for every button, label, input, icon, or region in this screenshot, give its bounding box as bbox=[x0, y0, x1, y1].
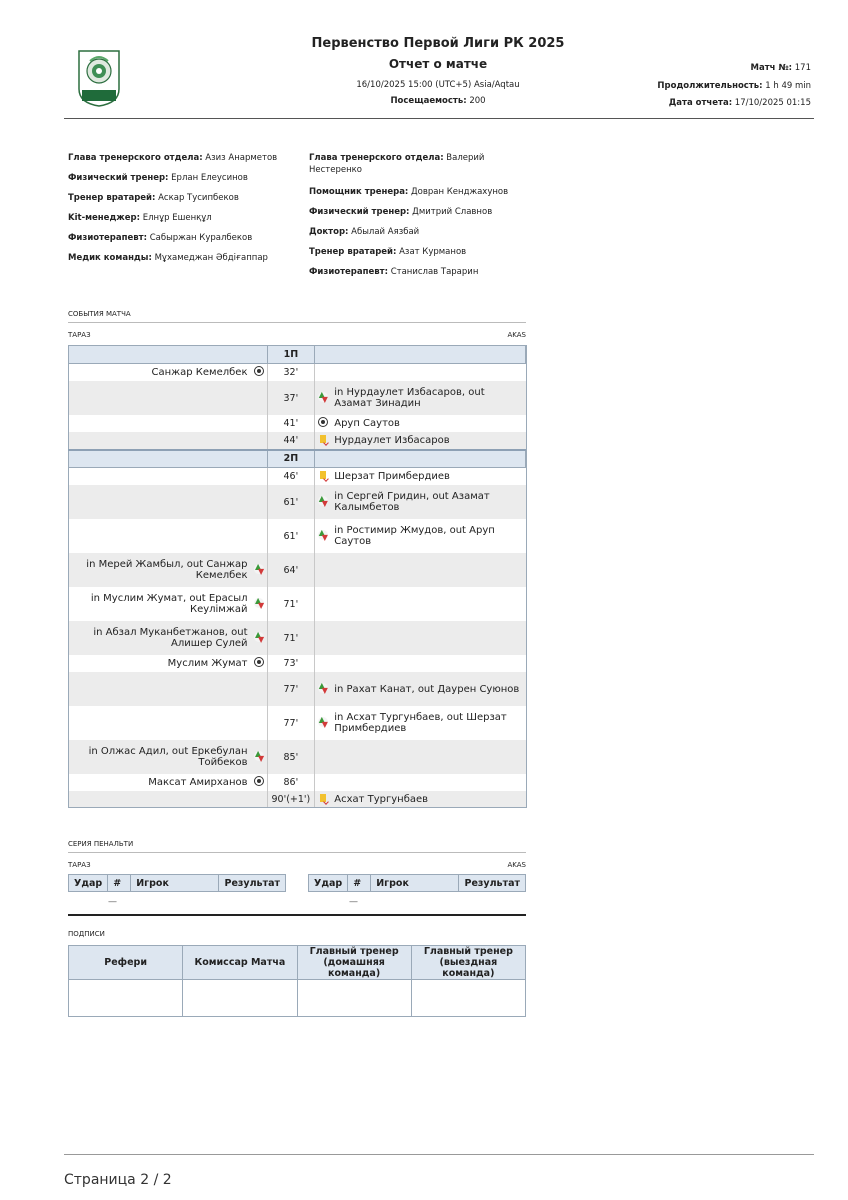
penalties-section-title: СЕРИЯ ПЕНАЛЬТИ bbox=[68, 840, 134, 848]
event-row bbox=[69, 553, 526, 587]
event-away-player: in Нурдаулет Избасаров, out Азамат Зинадин bbox=[330, 381, 525, 415]
header-divider bbox=[64, 118, 814, 119]
event-home-player: Санжар Кемелбек bbox=[151, 367, 248, 378]
event-home-icon bbox=[252, 432, 268, 450]
away-staff-item: Помощник тренера: Довран Кенджахунов bbox=[309, 187, 509, 197]
event-away-icon bbox=[315, 672, 331, 706]
attendance-value: 200 bbox=[469, 96, 486, 106]
signatures-header-row bbox=[69, 946, 526, 980]
home-staff-item: Медик команды: Мұхамеджан Әбдіғаппар bbox=[68, 253, 268, 263]
event-home-player bbox=[69, 672, 252, 706]
goal-icon bbox=[254, 366, 264, 376]
event-minute: 85' bbox=[267, 740, 315, 774]
event-row bbox=[69, 706, 526, 740]
event-minute: 86' bbox=[267, 774, 315, 791]
match-datetime: 16/10/2025 15:00 (UTC+5) Asia/Aqtau bbox=[356, 80, 520, 90]
substitution-icon: ▲ ▼ bbox=[255, 561, 265, 576]
event-row bbox=[69, 791, 526, 808]
event-home-icon bbox=[252, 672, 268, 706]
event-minute: 61' bbox=[267, 485, 315, 519]
away-staff-item: Физический тренер: Дмитрий Славнов bbox=[309, 207, 493, 217]
event-home-player: in Абзал Муканбетжанов, out Алишер Сулей bbox=[69, 621, 252, 655]
event-home-icon bbox=[252, 774, 268, 791]
event-away-player: in Асхат Тургунбаев, out Шерзат Примбердиев bbox=[334, 712, 507, 734]
sig-commissioner: Комиссар Матча bbox=[183, 946, 297, 980]
event-away-icon bbox=[315, 655, 331, 672]
event-home-icon bbox=[252, 621, 268, 655]
home-staff-item: Физиотерапевт: Сабыржан Куралбеков bbox=[68, 233, 253, 243]
goal-icon bbox=[254, 776, 264, 786]
event-home-player: Максат Амирханов bbox=[148, 777, 248, 788]
match-duration bbox=[657, 81, 811, 91]
report-subtitle: Отчет о матче bbox=[388, 57, 488, 71]
event-minute: 71' bbox=[267, 621, 315, 655]
event-row bbox=[69, 655, 526, 672]
period-header-row bbox=[69, 346, 526, 364]
event-home-icon bbox=[252, 655, 268, 672]
event-row bbox=[69, 740, 526, 774]
event-away-icon bbox=[315, 740, 331, 774]
away-staff-item: Доктор: Абылай Аязбай bbox=[309, 227, 420, 237]
event-away-icon bbox=[315, 621, 331, 655]
half-separator bbox=[68, 449, 526, 451]
event-away-icon bbox=[315, 485, 331, 519]
event-away-player: Аруп Саутов bbox=[334, 418, 400, 429]
penalties-home-team: ТАРАЗ bbox=[68, 861, 91, 869]
yellow-card-icon bbox=[320, 471, 326, 479]
away-staff-item: Глава тренерского отдела: Валерий Нестеренко bbox=[309, 153, 485, 175]
sig-away-coach-cell bbox=[411, 980, 525, 1017]
events-section-divider bbox=[68, 322, 526, 323]
attendance-label: Посещаемость: bbox=[390, 96, 467, 106]
event-home-icon bbox=[252, 364, 268, 382]
match-number-label: Матч №: bbox=[750, 63, 793, 73]
event-away-icon bbox=[315, 587, 331, 621]
away-staff-item: Физиотерапевт: Станислав Тарарин bbox=[309, 267, 479, 277]
event-row bbox=[69, 364, 526, 382]
event-away-icon bbox=[315, 381, 331, 415]
page-number: Страница 2 / 2 bbox=[64, 1172, 172, 1188]
home-staff-list bbox=[68, 152, 298, 272]
penalty-header-row bbox=[309, 875, 526, 892]
events-section-title: СОБЫТИЯ МАТЧА bbox=[68, 310, 131, 318]
event-minute: 61' bbox=[267, 519, 315, 553]
event-away-icon bbox=[315, 553, 331, 587]
event-minute: 64' bbox=[267, 553, 315, 587]
event-away-icon bbox=[315, 774, 331, 791]
events-home-team: ТАРАЗ bbox=[68, 331, 91, 339]
event-away-player bbox=[330, 774, 525, 791]
period-header-row bbox=[69, 450, 526, 468]
event-minute: 77' bbox=[267, 672, 315, 706]
home-staff-item: Глава тренерского отдела: Азиз Анарметов bbox=[68, 153, 278, 163]
event-home-icon bbox=[252, 485, 268, 519]
home-staff-item: Kit-менеджер: Елнұр Ешенқұл bbox=[68, 213, 212, 223]
match-number bbox=[751, 63, 811, 73]
substitution-icon: ▲ ▼ bbox=[318, 714, 328, 729]
event-away-player: in Ростимир Жмудов, out Аруп Саутов bbox=[334, 525, 495, 547]
event-row bbox=[69, 519, 526, 553]
away-staff-list bbox=[309, 152, 529, 286]
event-away-icon bbox=[315, 519, 331, 553]
event-minute: 71' bbox=[267, 587, 315, 621]
event-home-player bbox=[69, 519, 252, 553]
event-away-player: in Рахат Канат, out Даурен Суюнов bbox=[330, 672, 525, 706]
period-home-cell bbox=[69, 346, 268, 364]
col-player: Игрок bbox=[131, 875, 219, 892]
event-row bbox=[69, 672, 526, 706]
col-number: # bbox=[108, 875, 131, 892]
event-home-player bbox=[69, 381, 252, 415]
sig-referee-cell bbox=[69, 980, 183, 1017]
event-row bbox=[69, 621, 526, 655]
events-away-team: AKAS bbox=[507, 331, 526, 339]
event-home-player: Муслим Жумат bbox=[167, 658, 248, 669]
report-date-label: Дата отчета: bbox=[668, 98, 733, 108]
home-staff-item: Физический тренер: Ерлан Елеусинов bbox=[68, 173, 248, 183]
event-away-player bbox=[330, 553, 525, 587]
duration-label: Продолжительность: bbox=[657, 81, 763, 91]
event-home-icon bbox=[252, 381, 268, 415]
event-minute: 32' bbox=[267, 364, 315, 382]
home-staff-item: Тренер вратарей: Аскар Тусипбеков bbox=[68, 193, 239, 203]
event-minute: 90'(+1') bbox=[267, 791, 315, 808]
duration-value: 1 h 49 min bbox=[765, 81, 811, 91]
substitution-icon: ▲ ▼ bbox=[255, 748, 265, 763]
match-events-table bbox=[68, 345, 526, 808]
event-home-icon bbox=[252, 791, 268, 808]
penalties-bottom-rule bbox=[68, 914, 526, 916]
report-date bbox=[669, 98, 811, 108]
event-away-player: Шерзат Примбердиев bbox=[334, 471, 450, 482]
report-title: Первенство Первой Лиги РК 2025 bbox=[311, 36, 565, 51]
penalties-section-divider bbox=[68, 852, 526, 853]
col-kick: Удар bbox=[69, 875, 108, 892]
period-home-cell bbox=[69, 450, 268, 468]
signatures-blank-row bbox=[69, 980, 526, 1017]
event-row bbox=[69, 485, 526, 519]
event-home-player bbox=[69, 485, 252, 519]
period-label: 2П bbox=[267, 450, 315, 468]
event-home-icon bbox=[252, 587, 268, 621]
event-home-player bbox=[69, 432, 252, 450]
sig-referee: Рефери bbox=[69, 946, 183, 980]
report-date-value: 17/10/2025 01:15 bbox=[734, 98, 811, 108]
sig-home-coach-cell bbox=[297, 980, 411, 1017]
goal-icon bbox=[318, 417, 328, 427]
event-home-player: in Олжас Адил, out Еркебулан Тойбеков bbox=[69, 740, 252, 774]
penalties-team-row bbox=[68, 861, 526, 869]
substitution-icon: ▲ ▼ bbox=[255, 629, 265, 644]
event-away-icon bbox=[315, 791, 331, 808]
event-home-icon bbox=[252, 740, 268, 774]
col-result: Результат bbox=[459, 875, 526, 892]
event-minute: 44' bbox=[267, 432, 315, 450]
event-away-player: Нурдаулет Избасаров bbox=[330, 432, 525, 450]
event-home-icon bbox=[252, 415, 268, 432]
event-away-player bbox=[330, 740, 525, 774]
signatures-section-title: ПОДПИСИ bbox=[68, 930, 105, 938]
sig-commissioner-cell bbox=[183, 980, 297, 1017]
event-away-icon bbox=[315, 432, 331, 450]
sig-home-coach: Главный тренер (домашняя команда) bbox=[297, 946, 411, 980]
away-penalty-empty: — bbox=[349, 897, 358, 907]
event-home-player bbox=[69, 468, 252, 486]
substitution-icon: ▲ ▼ bbox=[318, 493, 328, 508]
away-staff-item: Тренер вратарей: Азат Курманов bbox=[309, 247, 467, 257]
col-player: Игрок bbox=[371, 875, 459, 892]
event-row bbox=[69, 381, 526, 415]
home-penalty-empty: — bbox=[108, 897, 117, 907]
penalty-header-row bbox=[69, 875, 286, 892]
goal-icon bbox=[254, 657, 264, 667]
event-row bbox=[69, 432, 526, 450]
col-number: # bbox=[348, 875, 371, 892]
event-row bbox=[69, 415, 526, 432]
event-away-player bbox=[330, 655, 525, 672]
event-away-player: in Сергей Гридин, out Азамат Калымбетов bbox=[330, 485, 525, 519]
period-label: 1П bbox=[267, 346, 315, 364]
match-number-value: 171 bbox=[794, 63, 811, 73]
substitution-icon: ▲ ▼ bbox=[255, 595, 265, 610]
event-minute: 41' bbox=[267, 415, 315, 432]
signatures-table bbox=[68, 945, 526, 1017]
home-penalty-table bbox=[68, 874, 286, 892]
event-away-player bbox=[330, 364, 525, 382]
sig-away-coach: Главный тренер (выездная команда) bbox=[411, 946, 525, 980]
event-home-player: in Муслим Жумат, out Ерасыл Кеулімжай bbox=[90, 593, 248, 615]
event-home-player bbox=[69, 415, 252, 432]
event-away-player: Асхат Тургунбаев bbox=[330, 791, 525, 808]
event-minute: 73' bbox=[267, 655, 315, 672]
col-kick: Удар bbox=[309, 875, 348, 892]
event-home-icon bbox=[252, 468, 268, 486]
event-row bbox=[69, 468, 526, 486]
event-row bbox=[69, 587, 526, 621]
period-away-cell bbox=[315, 346, 526, 364]
period-away-cell bbox=[315, 450, 526, 468]
event-away-icon bbox=[315, 364, 331, 382]
col-result: Результат bbox=[219, 875, 286, 892]
substitution-icon: ▲ ▼ bbox=[318, 680, 328, 695]
event-minute: 77' bbox=[267, 706, 315, 740]
event-minute: 46' bbox=[267, 468, 315, 486]
substitution-icon: ▲ ▼ bbox=[318, 527, 328, 542]
penalties-away-team: AKAS bbox=[507, 861, 526, 869]
footer-divider bbox=[64, 1154, 814, 1155]
event-home-player bbox=[69, 706, 252, 740]
event-away-icon bbox=[315, 415, 331, 432]
event-away-icon bbox=[315, 468, 331, 486]
event-home-icon bbox=[252, 553, 268, 587]
substitution-icon: ▲ ▼ bbox=[318, 389, 328, 404]
event-home-player: in Мерей Жамбыл, out Санжар Кемелбек bbox=[69, 553, 252, 587]
event-minute: 37' bbox=[267, 381, 315, 415]
event-home-icon bbox=[252, 706, 268, 740]
event-home-player bbox=[69, 791, 252, 808]
away-penalty-table bbox=[308, 874, 526, 892]
event-home-icon bbox=[252, 519, 268, 553]
yellow-card-icon bbox=[320, 794, 326, 802]
event-away-icon bbox=[315, 706, 331, 740]
yellow-card-icon bbox=[320, 435, 326, 443]
events-team-row bbox=[68, 331, 526, 339]
event-away-player bbox=[330, 587, 525, 621]
event-row bbox=[69, 774, 526, 791]
event-away-player bbox=[330, 621, 525, 655]
